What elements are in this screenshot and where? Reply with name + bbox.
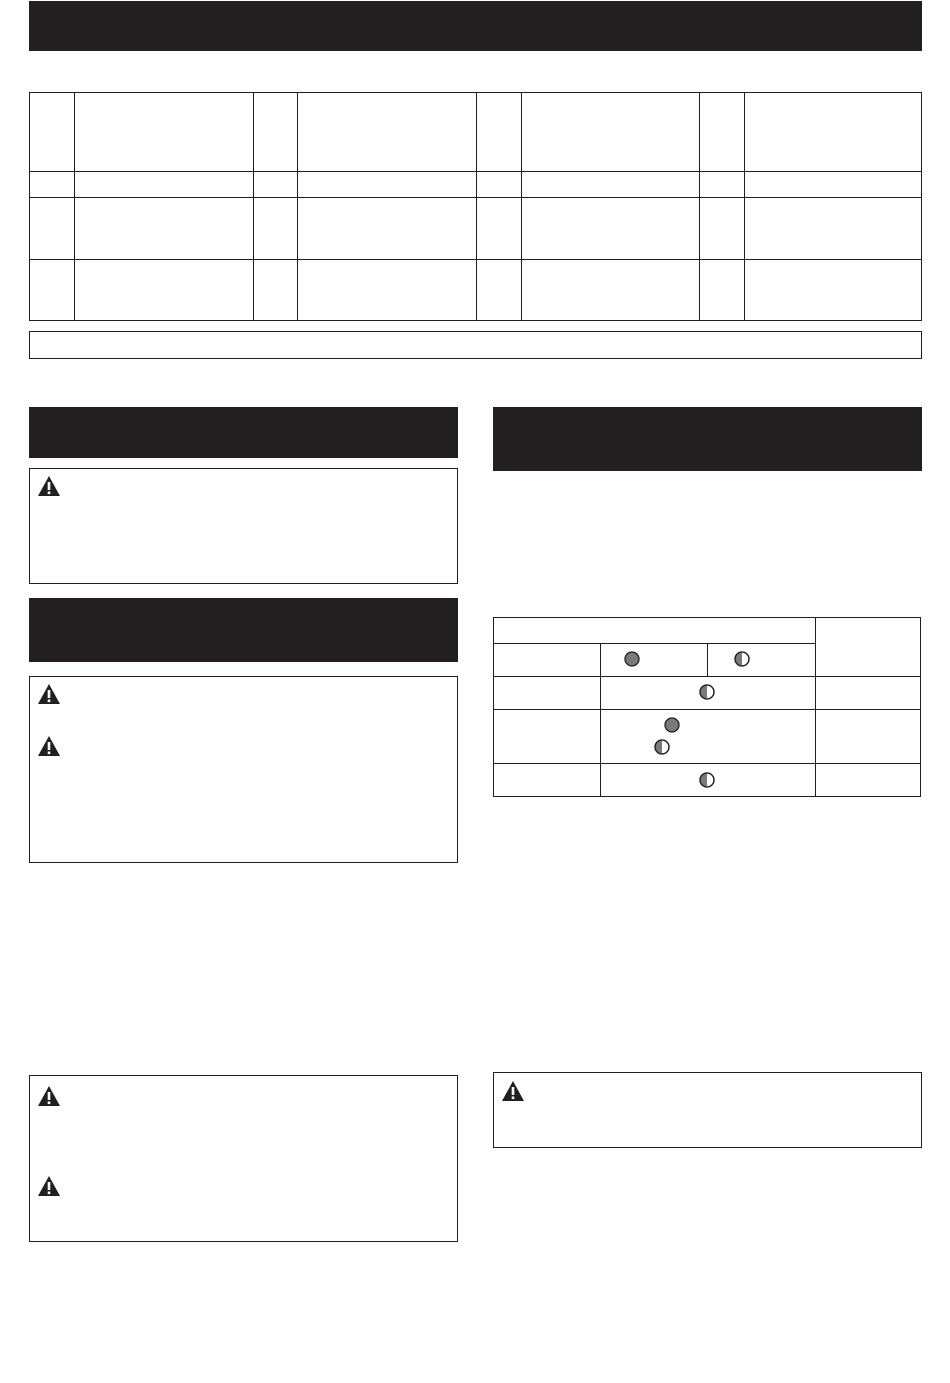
lamp-half-lit-icon bbox=[699, 772, 715, 788]
parts-table-col-divider bbox=[476, 93, 477, 320]
warning-box-2 bbox=[29, 676, 458, 863]
warning-triangle-icon bbox=[37, 1175, 61, 1197]
lamp-half-lit-icon bbox=[654, 739, 670, 755]
warning-triangle-icon bbox=[37, 475, 61, 497]
warning-box-4 bbox=[493, 1072, 922, 1148]
indicator-table-col-divider bbox=[815, 618, 816, 796]
parts-table-col-divider bbox=[744, 93, 745, 320]
parts-table-footnote-box bbox=[29, 331, 922, 359]
indicator-table-row-divider bbox=[494, 763, 920, 764]
warning-triangle-icon bbox=[501, 1080, 525, 1102]
parts-table-col-divider bbox=[74, 93, 75, 320]
header-bar bbox=[29, 1, 922, 51]
warning-box-1 bbox=[29, 468, 458, 584]
parts-table bbox=[29, 92, 922, 321]
parts-table-col-divider bbox=[521, 93, 522, 320]
indicator-table-row-divider bbox=[494, 643, 815, 644]
section-header-left-1 bbox=[29, 407, 458, 458]
lamp-lit-icon bbox=[624, 651, 640, 667]
warning-triangle-icon bbox=[37, 1085, 61, 1107]
warning-box-3 bbox=[29, 1075, 458, 1242]
parts-table-col-divider bbox=[297, 93, 298, 320]
lamp-half-lit-icon bbox=[734, 651, 750, 667]
section-header-right-1 bbox=[493, 407, 922, 471]
parts-table-col-divider bbox=[253, 93, 254, 320]
indicator-table-row-divider bbox=[494, 709, 920, 710]
warning-triangle-icon bbox=[37, 683, 61, 705]
section-header-left-2 bbox=[29, 598, 458, 662]
indicator-table-col-divider bbox=[600, 643, 601, 796]
parts-table-col-divider bbox=[699, 93, 700, 320]
indicator-table-col-divider bbox=[707, 643, 708, 676]
warning-triangle-icon bbox=[37, 735, 61, 757]
lamp-lit-icon bbox=[664, 717, 680, 733]
indicator-table-row-divider bbox=[494, 676, 920, 677]
indicator-table bbox=[493, 617, 921, 797]
lamp-half-lit-icon bbox=[699, 684, 715, 700]
